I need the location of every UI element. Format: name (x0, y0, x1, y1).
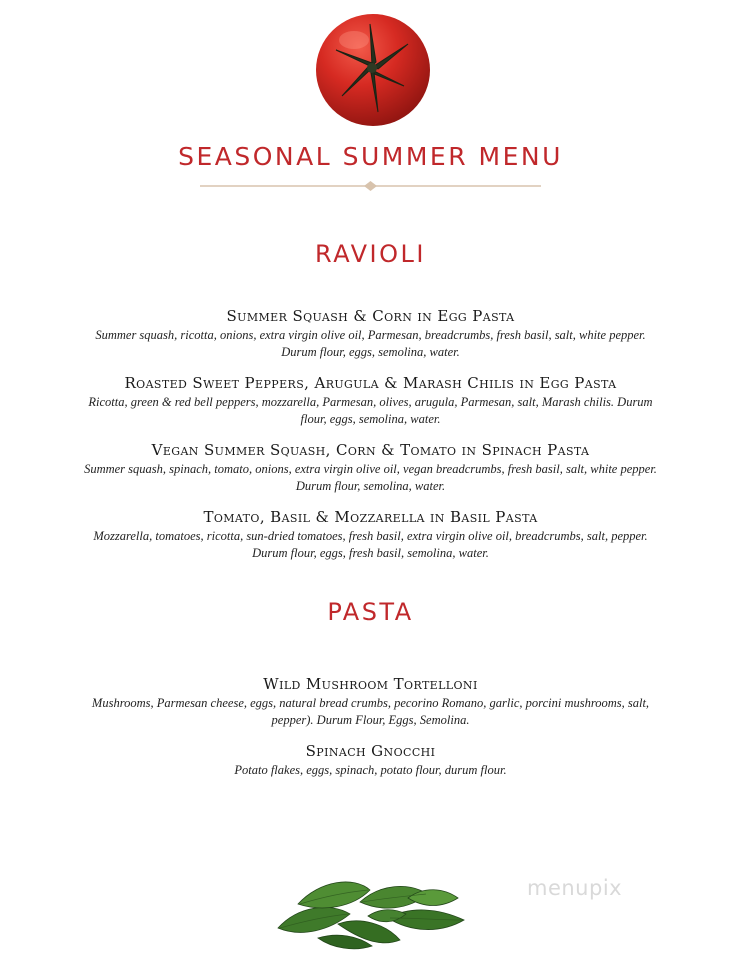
menu-item (80, 374, 661, 428)
menu-item-description: Potato flakes, eggs, spinach, potato flour, durum flour. (234, 763, 507, 777)
menu-item (80, 742, 661, 779)
section-heading-pasta: PASTA (327, 598, 414, 626)
menu-item-description: Mushrooms, Parmesan cheese, eggs, natural bread crumbs, pecorino Romano, garlic, porcini mushrooms, salt, pepper). Durum Flour, Eggs, Semolina. (91, 696, 650, 727)
title-divider (200, 179, 541, 193)
basil-leaves-illustration (268, 868, 474, 952)
menu-item-description: Summer squash, ricotta, onions, extra virgin olive oil, Parmesan, breadcrumbs, fresh basil, salt, white pepper. Durum flour, eggs, semolina, water. (95, 328, 646, 359)
menu-item-description: Ricotta, green & red bell peppers, mozzarella, Parmesan, olives, arugula, Parmesan, salt, Marash chilis. Durum flour, eggs, semolina, water. (88, 395, 653, 426)
menu-item-name: Wild Mushroom Tortelloni (263, 675, 478, 693)
menu-item (80, 675, 661, 729)
menu-item (80, 508, 661, 562)
menu-item-name: Spinach Gnocchi (305, 742, 436, 760)
menu-item (80, 441, 661, 495)
menu-item-name: Vegan Summer Squash, Corn & Tomato in Spinach Pasta (151, 441, 590, 459)
menu-item (80, 307, 661, 361)
menu-title: SEASONAL SUMMER MENU (178, 142, 563, 171)
menu-item-description: Summer squash, spinach, tomato, onions, extra virgin olive oil, vegan breadcrumbs, fresh basil, salt, white pepper. Durum flour, semolina, water. (84, 462, 657, 493)
menupix-watermark: menupix (527, 876, 623, 900)
menu-item-name: Summer Squash & Corn in Egg Pasta (226, 307, 515, 325)
menu-item-description: Mozzarella, tomatoes, ricotta, sun-dried tomatoes, fresh basil, extra virgin olive oil, breadcrumbs, salt, pepper. Durum flour, eggs, fresh basil, semolina, water. (93, 529, 648, 560)
menu-item-name: Roasted Sweet Peppers, Arugula & Marash Chilis in Egg Pasta (124, 374, 617, 392)
section-heading-ravioli: RAVIOLI (315, 240, 426, 268)
tomato-illustration (312, 6, 434, 128)
menu-item-name: Tomato, Basil & Mozzarella in Basil Pasta (203, 508, 538, 526)
